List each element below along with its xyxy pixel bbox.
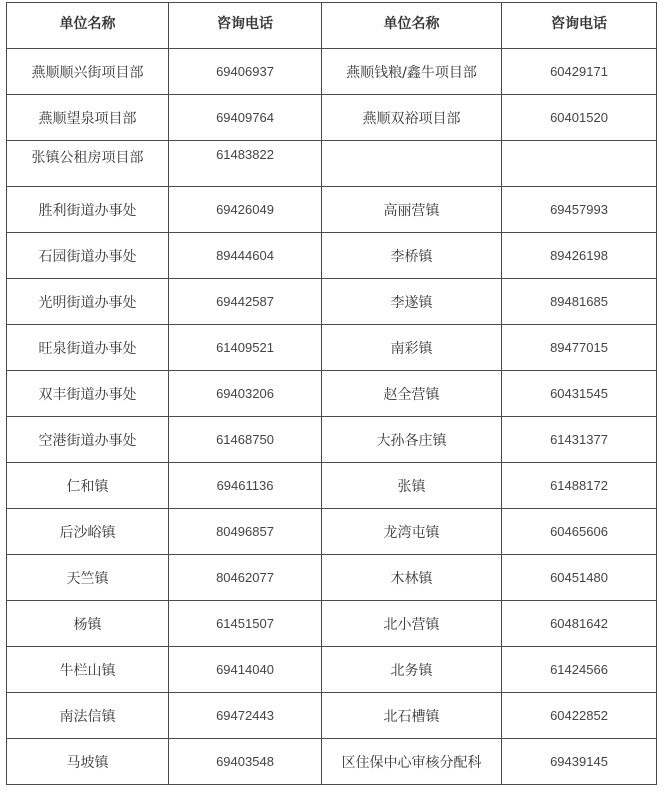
phone-cell: 69414040 (169, 647, 322, 693)
phone-cell: 61431377 (502, 417, 657, 463)
phone-cell: 60465606 (502, 509, 657, 555)
phone-cell: 60431545 (502, 371, 657, 417)
unit-name-cell: 燕顺望泉项目部 (7, 95, 169, 141)
unit-name-cell: 空港街道办事处 (7, 417, 169, 463)
table-row (7, 141, 657, 187)
phone-cell: 80462077 (169, 555, 322, 601)
unit-name-cell: 李遂镇 (322, 279, 502, 325)
unit-name-cell (322, 141, 502, 187)
unit-name-cell: 后沙峪镇 (7, 509, 169, 555)
unit-name-cell: 李桥镇 (322, 233, 502, 279)
table-row (7, 647, 657, 693)
unit-name-cell: 高丽营镇 (322, 187, 502, 233)
table-row (7, 325, 657, 371)
table-row (7, 739, 657, 785)
table-row (7, 279, 657, 325)
phone-cell: 69472443 (169, 693, 322, 739)
unit-name-cell: 马坡镇 (7, 739, 169, 785)
phone-cell: 60401520 (502, 95, 657, 141)
phone-cell: 69457993 (502, 187, 657, 233)
unit-name-cell: 龙湾屯镇 (322, 509, 502, 555)
phone-cell: 80496857 (169, 509, 322, 555)
phone-cell: 61424566 (502, 647, 657, 693)
table-row (7, 601, 657, 647)
phone-cell: 60429171 (502, 49, 657, 95)
unit-name-cell: 燕顺双裕项目部 (322, 95, 502, 141)
phone-cell: 61468750 (169, 417, 322, 463)
phone-cell: 89477015 (502, 325, 657, 371)
header-unit-name-left: 单位名称 (7, 3, 169, 49)
phone-cell: 69403548 (169, 739, 322, 785)
phone-cell: 69442587 (169, 279, 322, 325)
unit-name-cell: 区住保中心审核分配科 (322, 739, 502, 785)
phone-cell: 69403206 (169, 371, 322, 417)
phone-cell: 61483822 (169, 141, 322, 187)
table-row (7, 463, 657, 509)
unit-name-cell: 大孙各庄镇 (322, 417, 502, 463)
phone-cell: 61488172 (502, 463, 657, 509)
table-row (7, 417, 657, 463)
phone-cell: 69461136 (169, 463, 322, 509)
unit-name-cell: 胜利街道办事处 (7, 187, 169, 233)
header-unit-name-right: 单位名称 (322, 3, 502, 49)
phone-cell: 69426049 (169, 187, 322, 233)
unit-name-cell: 石园街道办事处 (7, 233, 169, 279)
unit-name-cell: 赵全营镇 (322, 371, 502, 417)
phone-cell (502, 141, 657, 187)
table-row (7, 693, 657, 739)
unit-name-cell: 仁和镇 (7, 463, 169, 509)
phone-cell: 69406937 (169, 49, 322, 95)
unit-name-cell: 燕顺钱粮/鑫牛项目部 (322, 49, 502, 95)
unit-name-cell: 双丰街道办事处 (7, 371, 169, 417)
table-row (7, 233, 657, 279)
unit-name-cell: 北小营镇 (322, 601, 502, 647)
header-phone-left: 咨询电话 (169, 3, 322, 49)
header-phone-right: 咨询电话 (502, 3, 657, 49)
phone-cell: 69439145 (502, 739, 657, 785)
unit-name-cell: 南彩镇 (322, 325, 502, 371)
unit-name-cell: 天竺镇 (7, 555, 169, 601)
unit-name-cell: 北务镇 (322, 647, 502, 693)
unit-name-cell: 张镇 (322, 463, 502, 509)
unit-name-cell: 南法信镇 (7, 693, 169, 739)
table-row (7, 95, 657, 141)
phone-cell: 89481685 (502, 279, 657, 325)
table-row (7, 371, 657, 417)
phone-cell: 60451480 (502, 555, 657, 601)
phone-cell: 60481642 (502, 601, 657, 647)
table-row (7, 555, 657, 601)
unit-name-cell: 杨镇 (7, 601, 169, 647)
phone-cell: 61451507 (169, 601, 322, 647)
table-row (7, 509, 657, 555)
unit-name-cell: 牛栏山镇 (7, 647, 169, 693)
table-header-row (7, 3, 657, 49)
unit-name-cell: 燕顺顺兴街项目部 (7, 49, 169, 95)
contact-table (6, 2, 657, 785)
table-row (7, 187, 657, 233)
unit-name-cell: 北石槽镇 (322, 693, 502, 739)
phone-cell: 61409521 (169, 325, 322, 371)
phone-cell: 60422852 (502, 693, 657, 739)
table-row (7, 49, 657, 95)
unit-name-cell: 木林镇 (322, 555, 502, 601)
unit-name-cell: 旺泉街道办事处 (7, 325, 169, 371)
phone-cell: 89426198 (502, 233, 657, 279)
unit-name-cell: 张镇公租房项目部 (7, 141, 169, 187)
phone-cell: 69409764 (169, 95, 322, 141)
phone-cell: 89444604 (169, 233, 322, 279)
unit-name-cell: 光明街道办事处 (7, 279, 169, 325)
